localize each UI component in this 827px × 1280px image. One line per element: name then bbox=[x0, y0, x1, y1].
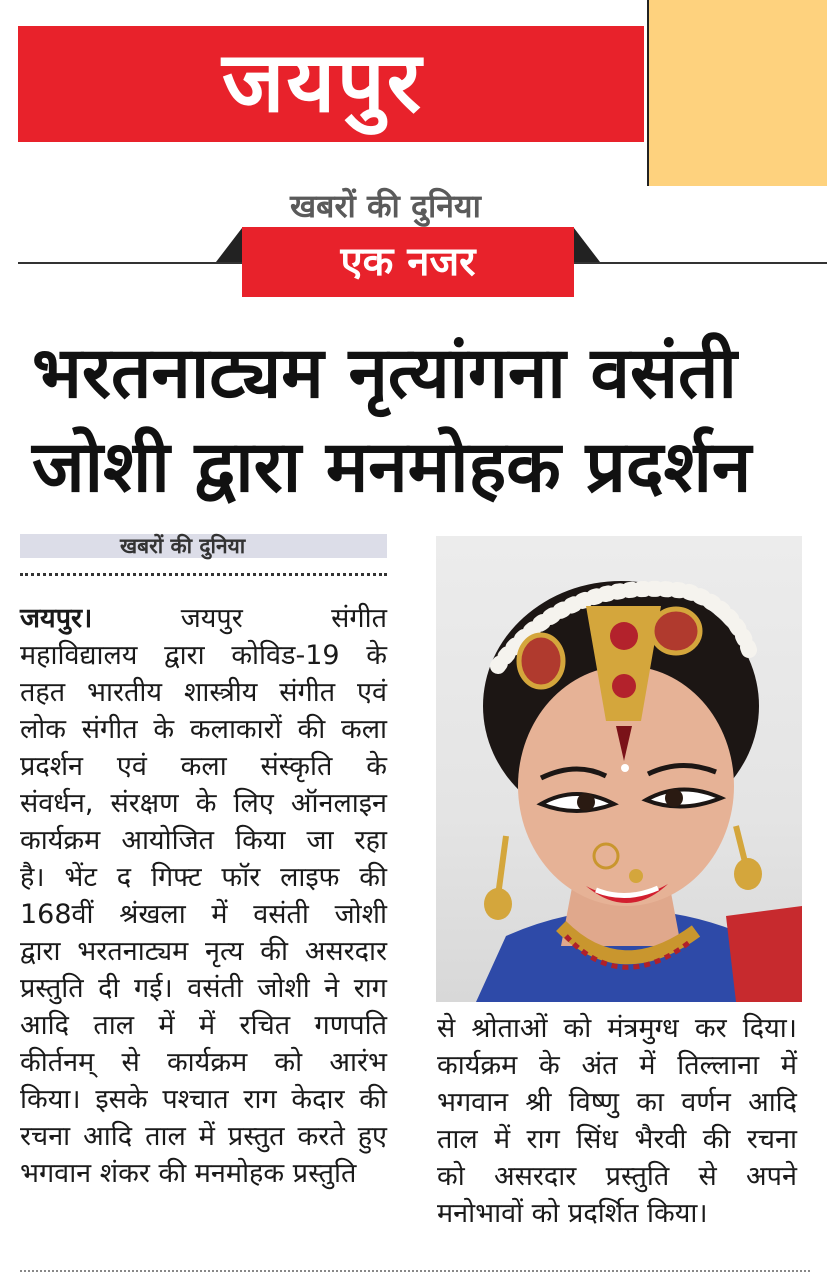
article-line: कार्यक्रम के अंत में तिल्लाना में bbox=[437, 1050, 797, 1081]
article-line: से श्रोताओं को मंत्रमुग्ध कर दिया। bbox=[437, 1013, 797, 1044]
bottom-divider bbox=[20, 1270, 810, 1272]
byline-divider bbox=[20, 573, 387, 576]
article-line: महाविद्यालय द्वारा कोविड-19 के bbox=[20, 640, 387, 671]
section-tab bbox=[242, 227, 574, 297]
article-line: मनोभावों को प्रदर्शित किया। bbox=[437, 1198, 708, 1229]
article-dateline: जयपुर। bbox=[20, 603, 93, 634]
article-line: है। भेंट द गिफ्ट फॉर लाइफ की bbox=[20, 862, 387, 893]
article-line: द्वारा भरतनाट्यम नृत्य की असरदार bbox=[20, 936, 387, 967]
article-column-right bbox=[437, 1010, 797, 1232]
article-line: कार्यक्रम आयोजित किया जा रहा bbox=[20, 825, 387, 856]
article-line: संवर्धन, संरक्षण के लिए ऑनलाइन bbox=[20, 788, 387, 819]
article-line: प्रदर्शन एवं कला संस्कृति के bbox=[20, 751, 387, 782]
article-line: भगवान शंकर की मनमोहक प्रस्तुति bbox=[20, 1158, 357, 1189]
headline-line-2: जोशी द्वारा मनमोहक प्रदर्शन bbox=[32, 425, 752, 508]
article-line: किया। इसके पश्चात राग केदार की bbox=[20, 1084, 387, 1115]
article-line: भगवान श्री विष्णु का वर्णन आदि bbox=[437, 1087, 797, 1118]
article-first-line: जयपुर संगीत bbox=[180, 603, 387, 634]
article-line: को असरदार प्रस्तुति से अपने bbox=[437, 1161, 797, 1192]
masthead-banner bbox=[18, 26, 644, 142]
section-tab-text: एक नजर bbox=[340, 239, 476, 285]
article-line: लोक संगीत के कलाकारों की कला bbox=[20, 714, 387, 745]
article-line: 168वीं श्रंखला में वसंती जोशी bbox=[20, 899, 387, 930]
headline-line-1: भरतनाट्यम नृत्यांगना वसंती bbox=[32, 331, 737, 414]
tab-left-wedge bbox=[216, 228, 242, 262]
article-line bbox=[20, 600, 387, 637]
dancer-photo bbox=[436, 536, 802, 1002]
dancer-portrait-illustration bbox=[436, 536, 802, 1002]
article-line: प्रस्तुति दी गई। वसंती जोशी ने राग bbox=[20, 973, 387, 1004]
masthead-title: जयपुर bbox=[222, 33, 424, 131]
headline bbox=[32, 326, 812, 514]
article-line: रचना आदि ताल में प्रस्तुत करते हुए bbox=[20, 1121, 387, 1152]
article-line: आदि ताल में में रचित गणपति bbox=[20, 1010, 387, 1041]
article-line: कीर्तनम् से कार्यक्रम को आरंभ bbox=[20, 1047, 387, 1078]
section-label: खबरों की दुनिया bbox=[290, 187, 481, 225]
article-line: तहत भारतीय शास्त्रीय संगीत एवं bbox=[20, 677, 387, 708]
byline-bar bbox=[20, 534, 387, 558]
article-column-left bbox=[20, 600, 387, 1192]
article-line: ताल में राग सिंध भैरवी की रचना bbox=[437, 1124, 797, 1155]
yellow-corner-block bbox=[647, 0, 827, 186]
tab-right-wedge bbox=[574, 228, 600, 262]
byline-text: खबरों की दुनिया bbox=[120, 534, 246, 558]
